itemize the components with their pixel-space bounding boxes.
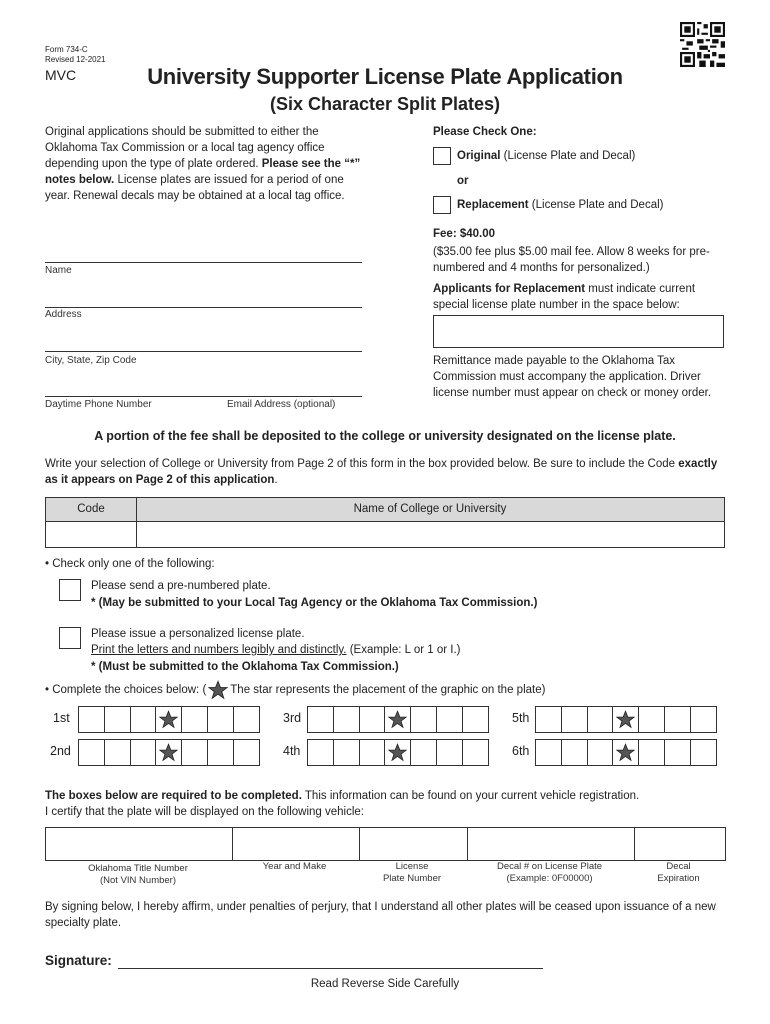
choice-row-1st — [78, 706, 259, 733]
choice-label-5th: 5th — [512, 711, 530, 725]
title-number-label — [45, 863, 231, 887]
character-box[interactable] — [359, 706, 386, 733]
deposit-heading: A portion of the fee shall be deposited to the college or university designated on the license plate. — [94, 429, 676, 443]
expiration-label-line1: Decal — [666, 861, 691, 872]
character-box[interactable] — [587, 739, 614, 766]
star-icon — [159, 710, 178, 729]
agency-code: MVC — [45, 67, 77, 83]
signature-label: Signature: — [45, 953, 112, 968]
current-plate-number-input[interactable] — [433, 315, 724, 348]
character-box[interactable] — [104, 706, 131, 733]
star-icon — [388, 743, 407, 762]
star-placement-box — [155, 739, 182, 766]
choice-label-3rd: 3rd — [283, 711, 302, 725]
selection-text-end: . — [274, 474, 278, 486]
character-box[interactable] — [359, 739, 386, 766]
college-name-input[interactable] — [136, 522, 724, 547]
personalized-instructions — [91, 642, 460, 658]
character-box[interactable] — [130, 739, 157, 766]
or-text: or — [457, 175, 469, 187]
phone-label: Daytime Phone Number — [45, 399, 152, 410]
phone-email-line[interactable] — [45, 396, 362, 397]
revised-date: Revised 12-2021 — [45, 55, 106, 64]
character-box[interactable] — [462, 706, 489, 733]
character-box[interactable] — [436, 739, 463, 766]
character-box[interactable] — [181, 706, 208, 733]
star-icon — [159, 743, 178, 762]
qr-code — [680, 22, 725, 67]
choice-row-3rd — [307, 706, 488, 733]
form-number: Form 734-C — [45, 45, 88, 54]
replacement-checkbox[interactable] — [433, 196, 451, 214]
signature-line[interactable] — [118, 968, 543, 969]
license-label-line2: Plate Number — [382, 873, 442, 884]
character-box[interactable] — [410, 739, 437, 766]
character-box[interactable] — [664, 739, 691, 766]
code-column-header: Code — [77, 503, 105, 515]
choice-label-1st: 1st — [53, 711, 70, 725]
vehicle-required-bold: The boxes below are required to be completed. — [45, 790, 302, 802]
city-state-zip-label: City, State, Zip Code — [45, 355, 137, 366]
city-state-zip-line[interactable] — [45, 351, 362, 352]
decal-label-line1: Decal # on License Plate — [496, 861, 603, 872]
email-label: Email Address (optional) — [227, 399, 336, 410]
character-box[interactable] — [535, 706, 562, 733]
choice-label-2nd: 2nd — [50, 744, 71, 758]
star-icon — [208, 680, 228, 700]
decal-label-line2: (Example: 0F00000) — [506, 873, 593, 884]
character-box[interactable] — [307, 739, 334, 766]
choice-label-6th: 6th — [512, 744, 530, 758]
personalized-underlined: Print the letters and numbers legibly and distinctly. — [91, 644, 347, 656]
choices-intro-end: The star represents the placement of the graphic on the plate) — [230, 684, 546, 696]
character-box[interactable] — [561, 739, 588, 766]
intro-note-bold: Please see the “*” notes below. — [45, 158, 361, 186]
selection-text-bold: exactly as it appears on Page 2 of this application — [45, 458, 718, 486]
intro-text-1: Original applications should be submitted to either the Oklahoma Tax Commission or a local tag agency office depending upon the type of plate ordered. — [45, 126, 325, 170]
personalized-note: * (Must be submitted to the Oklahoma Tax Commission.) — [91, 661, 399, 673]
character-box[interactable] — [333, 706, 360, 733]
code-input[interactable] — [46, 522, 136, 547]
year-make-input[interactable] — [232, 828, 359, 860]
star-placement-box — [384, 706, 411, 733]
license-plate-number-label — [358, 861, 466, 885]
original-checkbox[interactable] — [433, 147, 451, 165]
intro-text-2: License plates are issued for a period of one year. Renewal decals may be obtained at a local tag office. — [45, 174, 345, 202]
choice-row-4th — [307, 739, 488, 766]
vehicle-required-rest: This information can be found on your current vehicle registration. — [304, 790, 640, 802]
decal-number-input[interactable] — [467, 828, 634, 860]
choice-row-6th — [535, 739, 716, 766]
name-label: Name — [45, 265, 72, 276]
character-box[interactable] — [181, 739, 208, 766]
character-box[interactable] — [462, 739, 489, 766]
affirmation-text: By signing below, I hereby affirm, under penalties of perjury, that I understand all other plates will be ceased upon issuance of a new specialty plate. — [45, 901, 716, 929]
pre-numbered-label: Please send a pre-numbered plate. — [91, 580, 271, 592]
character-box[interactable] — [561, 706, 588, 733]
star-placement-box — [384, 739, 411, 766]
original-label-bold: Original — [457, 150, 501, 162]
address-label: Address — [45, 309, 82, 320]
intro-paragraph — [45, 124, 363, 204]
replacement-note-rest: must indicate current special license plate number in the space below: — [433, 283, 696, 311]
character-box[interactable] — [638, 739, 665, 766]
remittance-text: Remittance made payable to the Oklahoma Tax Commission must accompany the application. Driver license number must appear on check or money order. — [433, 355, 712, 399]
star-icon — [388, 710, 407, 729]
personalized-label: Please issue a personalized license plate. — [91, 628, 305, 640]
check-only-one-text: • Check only one of the following: — [45, 558, 215, 570]
original-label — [457, 148, 635, 164]
choice-row-2nd — [78, 739, 259, 766]
star-placement-box — [612, 739, 639, 766]
character-box[interactable] — [690, 706, 717, 733]
pre-numbered-checkbox[interactable] — [59, 579, 81, 601]
license-label-line1: License — [395, 861, 429, 872]
choices-intro — [45, 680, 545, 700]
selection-instructions — [45, 456, 730, 488]
year-make-label: Year and Make — [262, 861, 327, 872]
character-box[interactable] — [78, 739, 105, 766]
license-plate-number-input[interactable] — [359, 828, 467, 860]
choice-row-5th — [535, 706, 716, 733]
replacement-note — [433, 281, 728, 313]
choice-label-4th: 4th — [283, 744, 301, 758]
page-title: University Supporter License Plate Application — [147, 64, 623, 89]
expiration-label-line2: Expiration — [657, 873, 700, 884]
character-box[interactable] — [410, 706, 437, 733]
replacement-label — [457, 197, 663, 213]
decal-expiration-label — [633, 861, 724, 885]
fee-detail: ($35.00 fee plus $5.00 mail fee. Allow 8 weeks for pre-numbered and 4 months for personalized.) — [433, 246, 710, 274]
star-placement-box — [155, 706, 182, 733]
name-line[interactable] — [45, 262, 362, 263]
decal-expiration-input[interactable] — [634, 828, 725, 860]
star-placement-box — [612, 706, 639, 733]
college-name-column-header: Name of College or University — [353, 503, 507, 515]
check-one-heading: Please Check One: — [433, 126, 537, 138]
character-box[interactable] — [104, 739, 131, 766]
character-box[interactable] — [690, 739, 717, 766]
vehicle-info-table — [45, 827, 726, 861]
character-box[interactable] — [664, 706, 691, 733]
character-box[interactable] — [78, 706, 105, 733]
title-number-label-line2: (Not VIN Number) — [99, 875, 176, 886]
personalized-example: (Example: L or 1 or I.) — [349, 644, 461, 656]
fee-label: Fee: $40.00 — [433, 228, 496, 240]
vehicle-certify-text: I certify that the plate will be displayed on the following vehicle: — [45, 806, 364, 818]
footer-note: Read Reverse Side Carefully — [310, 978, 460, 990]
star-icon — [616, 710, 635, 729]
vehicle-required-text — [45, 788, 735, 804]
personalized-checkbox[interactable] — [59, 627, 81, 649]
character-box[interactable] — [587, 706, 614, 733]
character-box[interactable] — [436, 706, 463, 733]
decal-number-label — [466, 861, 633, 885]
replacement-label-bold: Replacement — [457, 199, 529, 211]
character-box[interactable] — [130, 706, 157, 733]
character-box[interactable] — [535, 739, 562, 766]
choices-intro-start: • Complete the choices below: ( — [45, 684, 207, 696]
character-box[interactable] — [307, 706, 334, 733]
character-box[interactable] — [233, 739, 260, 766]
star-icon — [616, 743, 635, 762]
replacement-label-rest: (License Plate and Decal) — [531, 199, 664, 211]
character-box[interactable] — [207, 739, 234, 766]
character-box[interactable] — [333, 739, 360, 766]
pre-numbered-note: * (May be submitted to your Local Tag Agency or the Oklahoma Tax Commission.) — [91, 597, 538, 609]
original-label-rest: (License Plate and Decal) — [503, 150, 636, 162]
page-subtitle: (Six Character Split Plates) — [269, 94, 501, 114]
character-box[interactable] — [207, 706, 234, 733]
address-line[interactable] — [45, 307, 362, 308]
title-number-input[interactable] — [46, 828, 232, 860]
character-box[interactable] — [233, 706, 260, 733]
selection-text: Write your selection of College or University from Page 2 of this form in the box provided below. Be sure to include the Code — [45, 458, 676, 470]
title-number-label-line1: Oklahoma Title Number — [88, 863, 188, 874]
character-box[interactable] — [638, 706, 665, 733]
college-code-table — [45, 497, 725, 548]
replacement-note-bold: Applicants for Replacement — [433, 283, 586, 295]
